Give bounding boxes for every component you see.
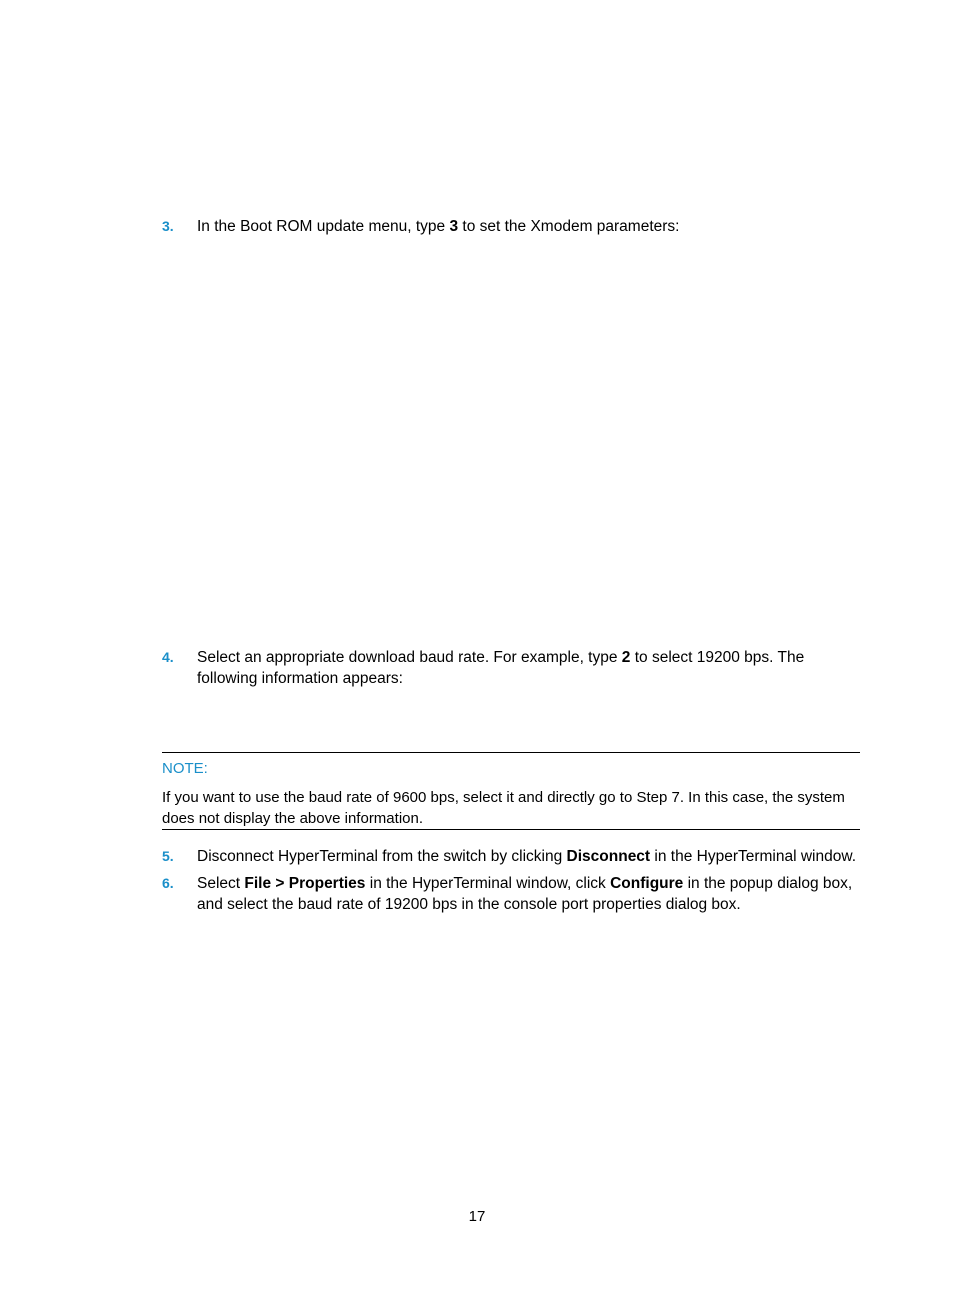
step-text: Select File > Properties in the HyperTerminal window, click Configure in the popup dialog box, and select the baud rate of 19200 bps in the console port properties dialog box. <box>197 875 853 913</box>
step-5 <box>162 846 862 867</box>
step-text: Select an appropriate download baud rate. For example, type 2 to select 19200 bps. The following information appears: <box>197 649 805 687</box>
step-number: 3. <box>162 218 174 234</box>
step-text: In the Boot ROM update menu, type 3 to set the Xmodem parameters: <box>197 218 680 235</box>
step-4 <box>162 647 862 689</box>
note-body: If you want to use the baud rate of 9600 bps, select it and directly go to Step 7. In this case, the system does not display the above information. <box>162 789 845 827</box>
page-number: 17 <box>468 1208 486 1225</box>
step-6 <box>162 873 862 915</box>
note-bottom-rule <box>162 829 860 830</box>
note-label: NOTE: <box>162 760 208 777</box>
step-number: 5. <box>162 848 174 864</box>
note-top-rule <box>162 752 860 753</box>
step-number: 6. <box>162 875 174 891</box>
step-3 <box>162 216 862 237</box>
step-number: 4. <box>162 649 174 665</box>
step-text: Disconnect HyperTerminal from the switch by clicking Disconnect in the HyperTerminal window. <box>197 848 857 865</box>
